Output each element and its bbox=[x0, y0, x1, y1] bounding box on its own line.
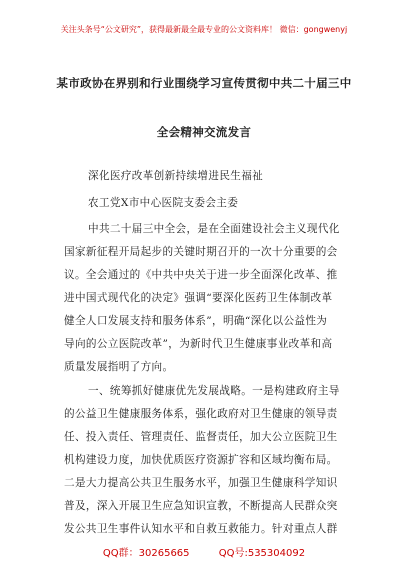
body-line: 任、投入责任、管理责任、监督责任，加大公立医院卫生 bbox=[64, 431, 338, 443]
body-line: 议。全会通过的《中共中央关于进一步全面深化改革、推 bbox=[64, 269, 338, 281]
body-line: 的公益卫生健康服务体系，强化政府对卫生健康的领导责 bbox=[64, 408, 338, 420]
body-line: 发公共卫生事件认知水平和自救互救能力。针对重点人群 bbox=[64, 523, 338, 535]
body-line: 一、统筹抓好健康优先发展战略。一是构建政府主导 bbox=[88, 385, 340, 397]
body-line: 质量发展指明了方向。 bbox=[64, 361, 174, 373]
body-line: 进中国式现代化的决定》强调“要深化医药卫生体制改革 bbox=[64, 292, 333, 304]
body-line: 普及，深入开展卫生应急知识宣教，不断提高人民群众突 bbox=[64, 500, 338, 512]
body-line: 导向的公立医院改革”，为新时代卫生健康事业改革和高 bbox=[64, 338, 333, 350]
qq-group: QQ群：30265665 bbox=[102, 548, 190, 559]
speaker-affiliation: 农工党X市中心医院支委会主委 bbox=[88, 197, 239, 209]
body-line: 二是大力提高公共卫生服务水平，加强卫生健康科学知识 bbox=[64, 477, 338, 489]
contact-footer bbox=[0, 544, 408, 559]
document-title-line-1: 某市政协在界别和行业围绕学习宣传贯彻中共二十届三中 bbox=[56, 76, 352, 90]
body-line: 中共二十届三中全会，是在全面建设社会主义现代化 bbox=[88, 223, 340, 235]
body-line: 健全人口发展支持和服务体系”，明确“深化以公益性为 bbox=[64, 315, 328, 327]
document-title-line-2: 全会精神交流发言 bbox=[156, 125, 252, 139]
qq-number: QQ号:535304092 bbox=[218, 548, 306, 559]
promo-banner: 关注头条号“公文研究”，获得最新最全最专业的公文资料库！ 微信：gongwenyj bbox=[60, 25, 348, 34]
speech-subtitle: 深化医疗改革创新持续增进民生福祉 bbox=[88, 170, 264, 182]
body-line: 机构建设力度，加快优质医疗资源扩容和区域均衡布局。 bbox=[64, 454, 338, 466]
body-line: 国家新征程开局起步的关键时期召开的一次十分重要的会 bbox=[64, 246, 338, 258]
